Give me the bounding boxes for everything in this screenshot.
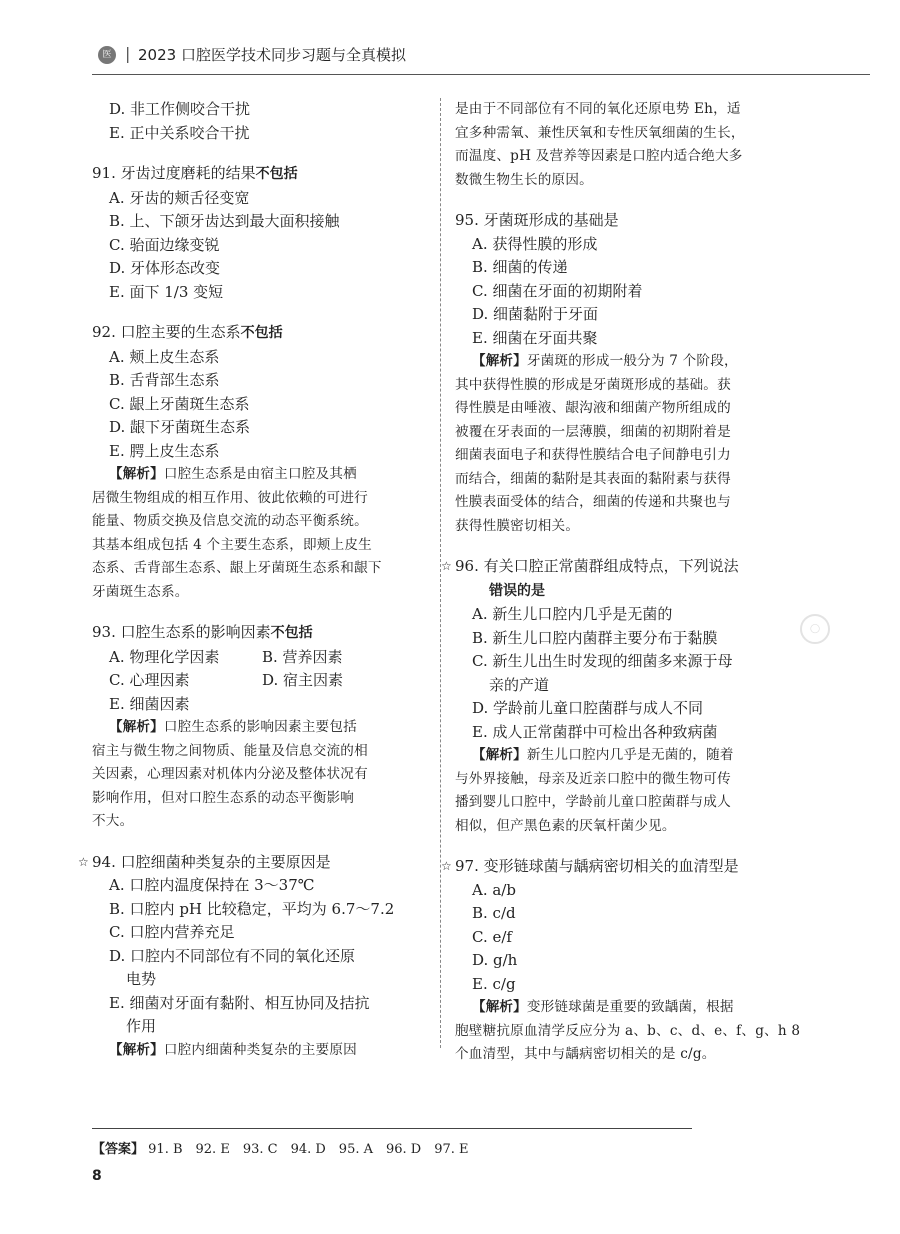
option: A. 物理化学因素 (109, 647, 220, 666)
question-number: 97. (455, 857, 479, 875)
analysis-tag: 【解析】 (109, 1041, 164, 1058)
analysis-line: 宜多种需氧、兼性厌氧和专性厌氧细菌的生长， (455, 124, 745, 141)
analysis-line: 其中获得性膜的形成是牙菌斑形成的基础。获 (455, 376, 731, 393)
analysis-line: 关因素，心理因素对机体内分泌及整体状况有 (92, 766, 368, 782)
analysis-tag: 【解析】 (472, 353, 527, 369)
option: D. g/h (472, 951, 518, 969)
analysis-tag: 【解析】 (109, 466, 164, 482)
question-stem (441, 555, 785, 579)
question-stem-continuation (455, 579, 785, 604)
option-row (92, 646, 432, 670)
option: A. 口腔内温度保持在 3～37℃ (109, 876, 315, 894)
question-stem (92, 162, 432, 187)
analysis-line: 牙菌斑生态系。 (92, 583, 189, 600)
option: E. 细菌因素 (109, 694, 190, 713)
book-title: 2023 口腔医学技术同步习题与全真模拟 (138, 46, 406, 64)
analysis (92, 463, 432, 604)
header-separator: | (125, 44, 131, 63)
question-97 (441, 855, 801, 1067)
question-91 (92, 162, 432, 304)
analysis-line: 是由于不同部位有不同的氧化还原电势 Eh，适 (455, 101, 741, 117)
option: D. 非工作侧咬合干扰 (109, 100, 251, 118)
question-94 (78, 851, 432, 1063)
option: C. 骀面边缘变锐 (109, 235, 220, 254)
option: A. 颊上皮生态系 (109, 347, 220, 366)
analysis (92, 1039, 432, 1063)
question-96 (441, 555, 785, 838)
question-number: 94. (92, 852, 116, 871)
right-column (441, 98, 801, 1067)
option-continuation: 亲的产道 (489, 675, 550, 694)
question-stem (92, 621, 432, 646)
analysis-line: 数微生物生长的原因。 (455, 171, 593, 188)
running-header (92, 44, 870, 75)
analysis-line: 口腔内细菌种类复杂的主要原因 (163, 1041, 357, 1058)
question-90-tail (92, 98, 432, 145)
question-number: 93. (92, 623, 116, 641)
star-icon: ☆ (441, 859, 452, 873)
answer-key-label: 【答案】 (92, 1142, 145, 1157)
left-column (78, 98, 432, 1062)
question-93 (92, 621, 432, 834)
option: D. 细菌黏附于牙面 (472, 305, 599, 323)
option: C. 新生儿出生时发现的细菌多来源于母 (472, 652, 733, 670)
analysis-line: 态系、舌背部生态系、龈上牙菌斑生态系和龈下 (92, 560, 382, 576)
analysis-line: 胞壁糖抗原血清学反应分为 a、b、c、d、e、f、g、h 8 (455, 1022, 801, 1039)
option-row (92, 669, 432, 693)
option: D. 口腔内不同部位有不同的氧化还原 (109, 946, 356, 965)
option: D. 宿主因素 (262, 671, 344, 689)
analysis-line: 而结合，细菌的黏附是其表面的黏附素与获得 (455, 470, 731, 487)
book-logo-icon: 医 (98, 46, 116, 64)
question-text: 牙齿过度磨耗的结果 (120, 164, 256, 182)
answer-key-values: 91. B 92. E 93. C 94. D 95. A 96. D 97. E (148, 1142, 469, 1157)
question-92 (92, 321, 432, 604)
option: D. 牙体形态改变 (109, 259, 221, 277)
option: C. 口腔内营养充足 (109, 923, 235, 941)
analysis-line: 而温度、pH 及营养等因素是口腔内适合绝大多 (455, 148, 743, 164)
option: B. 上、下颌牙齿达到最大面积接触 (109, 212, 340, 230)
analysis (92, 716, 432, 834)
analysis-line: 口腔生态系的影响因素主要包括 (163, 719, 357, 735)
option: D. 龈下牙菌斑生态系 (109, 418, 251, 436)
option: B. 细菌的传递 (472, 258, 568, 276)
option: A. 新生儿口腔内几乎是无菌的 (472, 605, 673, 623)
analysis-line: 影响作用，但对口腔生态系的动态平衡影响 (92, 789, 355, 806)
option: A. a/b (472, 880, 516, 899)
question-emphasis: 错误的是 (489, 582, 545, 599)
answer-key (92, 1128, 692, 1157)
question-number: 92. (92, 323, 116, 341)
question-emphasis: 不包括 (270, 625, 313, 641)
star-icon: ☆ (78, 854, 89, 869)
analysis-line: 与外界接触，母亲及近亲口腔中的微生物可传 (455, 770, 731, 787)
question-number: 96. (455, 557, 479, 575)
analysis (455, 996, 801, 1067)
analysis-line: 被覆在牙表面的一层薄膜，细菌的初期附着是 (455, 423, 731, 440)
option-continuation: 电势 (126, 970, 157, 988)
question-text: 变形链球菌与龋病密切相关的血清型是 (483, 857, 739, 875)
question-text: 口腔生态系的影响因素 (120, 623, 271, 641)
option-continuation: 作用 (126, 1017, 157, 1035)
question-emphasis: 不包括 (240, 325, 283, 341)
option: B. c/d (472, 904, 516, 922)
option: C. 心理因素 (109, 671, 190, 689)
page-number: 8 (92, 1168, 102, 1184)
analysis (455, 744, 785, 838)
analysis-line: 居微生物组成的相互作用、彼此依赖的可进行 (92, 489, 368, 506)
analysis-line: 变形链球菌是重要的致龋菌，根据 (526, 999, 734, 1015)
analysis-line: 播到婴儿口腔中，学龄前儿童口腔菌群与成人 (455, 794, 731, 810)
analysis-line: 宿主与微生物之间物质、能量及信息交流的相 (92, 742, 368, 759)
analysis-line: 牙菌斑的形成一般分为 7 个阶段， (526, 353, 738, 369)
analysis-continuation (455, 98, 785, 192)
option: D. 学龄前儿童口腔菌群与成人不同 (472, 699, 704, 717)
analysis (455, 350, 785, 538)
analysis-line: 不大。 (92, 813, 134, 829)
question-number: 95. (455, 211, 479, 229)
analysis-tag: 【解析】 (109, 719, 164, 735)
option: E. 成人正常菌群中可检出各种致病菌 (472, 722, 718, 741)
option: E. 细菌对牙面有黏附、相互协同及拮抗 (109, 993, 370, 1012)
analysis-line: 获得性膜密切相关。 (455, 517, 580, 534)
question-text: 口腔主要的生态系 (120, 323, 241, 341)
question-text: 口腔细菌种类复杂的主要原因是 (120, 852, 331, 871)
star-icon: ☆ (441, 559, 452, 573)
question-95 (455, 209, 785, 538)
question-stem (455, 209, 785, 233)
option: A. 牙齿的颊舌径变宽 (109, 188, 250, 207)
question-stem (441, 855, 785, 879)
question-text: 牙菌斑形成的基础是 (483, 211, 619, 229)
option: E. 面下 1/3 变短 (109, 282, 224, 301)
analysis-line: 个血清型，其中与龋病密切相关的是 c/g。 (455, 1046, 716, 1062)
option: B. 新生儿口腔内菌群主要分布于黏膜 (472, 628, 718, 647)
option: C. 细菌在牙面的初期附着 (472, 281, 643, 300)
option: E. 正中关系咬合干扰 (109, 123, 250, 142)
option: C. 龈上牙菌斑生态系 (109, 394, 250, 413)
analysis-line: 相似，但产黑色素的厌氧杆菌少见。 (455, 817, 676, 834)
analysis-line: 口腔生态系是由宿主口腔及其栖 (163, 466, 357, 482)
option: E. 细菌在牙面共聚 (472, 328, 598, 347)
option: A. 获得性膜的形成 (472, 234, 598, 253)
analysis-tag: 【解析】 (472, 747, 527, 763)
question-emphasis: 不包括 (255, 166, 298, 182)
watermark-icon: ◯ (800, 614, 830, 644)
analysis-tag: 【解析】 (472, 999, 527, 1015)
analysis-line: 性膜表面受体的结合，细菌的传递和共聚也与 (455, 494, 731, 510)
option: E. 腭上皮生态系 (109, 441, 220, 460)
option: E. c/g (472, 974, 516, 993)
question-number: 91. (92, 164, 116, 182)
analysis-line: 新生儿口腔内几乎是无菌的，随着 (526, 747, 734, 763)
question-stem (92, 321, 432, 346)
question-text: 有关口腔正常菌群组成特点，下列说法 (483, 557, 739, 575)
analysis-line: 其基本组成包括 4 个主要生态系，即颊上皮生 (92, 536, 372, 553)
option: B. 营养因素 (262, 647, 343, 666)
analysis-line: 能量、物质交换及信息交流的动态平衡系统。 (92, 513, 368, 529)
analysis-line: 细菌表面电子和获得性膜结合电子间静电引力 (455, 447, 731, 463)
option: B. 舌背部生态系 (109, 371, 220, 389)
analysis-line: 得性膜是由唾液、龈沟液和细菌产物所组成的 (455, 400, 731, 416)
option: C. e/f (472, 927, 512, 946)
question-stem (78, 851, 432, 875)
option: B. 口腔内 pH 比较稳定，平均为 6.7～7.2 (109, 899, 395, 918)
